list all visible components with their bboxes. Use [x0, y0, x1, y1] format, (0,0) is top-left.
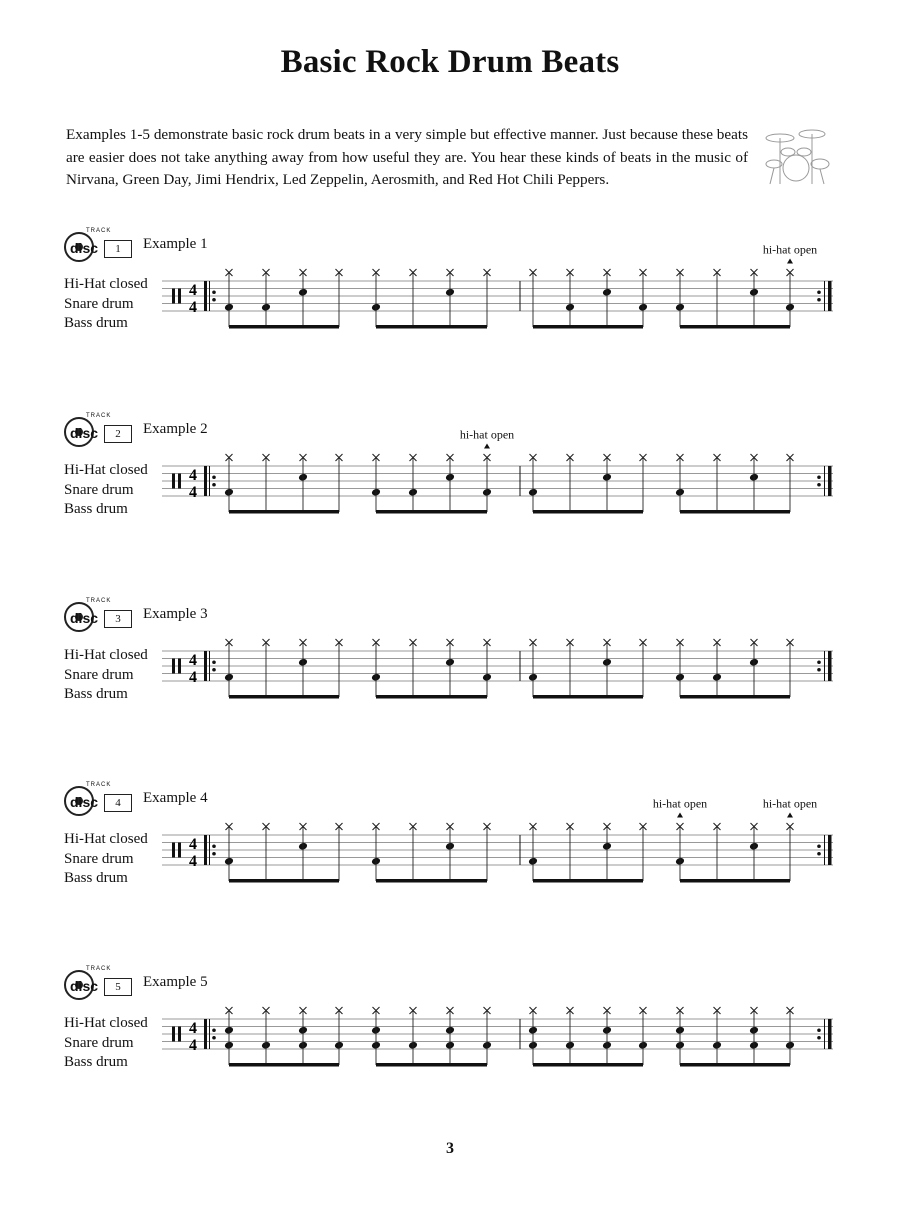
- beam: [376, 695, 487, 699]
- beam: [680, 325, 790, 329]
- beam: [229, 325, 339, 329]
- staff: [0, 600, 900, 750]
- repeat-dot: [212, 290, 216, 294]
- percussion-clef: [178, 843, 181, 858]
- beam: [229, 1063, 339, 1067]
- time-signature-top: 4: [189, 467, 197, 484]
- example-2: [0, 415, 900, 565]
- staff: [0, 230, 900, 380]
- repeat-dot: [817, 1036, 821, 1040]
- track-word: TRACK: [86, 598, 112, 604]
- example-label: Example 1: [143, 236, 208, 252]
- example-label: Example 3: [143, 606, 208, 622]
- repeat-end-thick: [828, 466, 832, 496]
- repeat-dot: [817, 660, 821, 664]
- repeat-end-thick: [828, 281, 832, 311]
- percussion-clef: [172, 659, 175, 674]
- repeat-start-thick: [204, 651, 207, 681]
- percussion-clef: [172, 843, 175, 858]
- repeat-end-thick: [828, 651, 832, 681]
- open-hihat-accent: [787, 813, 793, 818]
- disc-word: disc: [70, 794, 99, 810]
- percussion-clef: [172, 474, 175, 489]
- staff: [0, 968, 900, 1118]
- track-word: TRACK: [86, 782, 112, 788]
- drum-kit-icon: [760, 124, 832, 188]
- time-signature-bottom: 4: [189, 299, 197, 316]
- repeat-dot: [817, 844, 821, 848]
- percussion-clef: [178, 289, 181, 304]
- instrument-snare: Snare drum: [64, 295, 134, 312]
- disc-word: disc: [70, 240, 99, 256]
- instrument-hihat: Hi-Hat closed: [64, 1015, 148, 1031]
- percussion-clef: [178, 659, 181, 674]
- example-label: Example 4: [143, 790, 208, 806]
- beam: [680, 1063, 790, 1067]
- beam: [229, 695, 339, 699]
- instrument-hihat: Hi-Hat closed: [64, 647, 148, 663]
- beam: [229, 510, 339, 514]
- example-4: [0, 784, 900, 934]
- beam: [229, 879, 339, 883]
- time-signature-top: 4: [189, 282, 197, 299]
- instrument-bass: Bass drum: [64, 315, 128, 331]
- intro-paragraph: Examples 1-5 demonstrate basic rock drum beats in a very simple but effective manner. Just because these beats are easier does not take anything away from how useful they are. You hear these kinds of beats in the music of Nirvana, Green Day, Jimi Hendrix, Led Zeppelin, Aerosmith, and Red Hot Chili Peppers.: [66, 126, 748, 188]
- instrument-bass: Bass drum: [64, 686, 128, 702]
- instrument-hihat: Hi-Hat closed: [64, 831, 148, 847]
- repeat-end-thick: [828, 835, 832, 865]
- instrument-snare: Snare drum: [64, 666, 134, 683]
- repeat-dot: [817, 1028, 821, 1032]
- repeat-dot: [817, 290, 821, 294]
- repeat-dot: [212, 298, 216, 302]
- beam: [533, 510, 643, 514]
- disc-word: disc: [70, 425, 99, 441]
- repeat-dot: [212, 1028, 216, 1032]
- hihat-open-label: hi-hat open: [762, 796, 818, 811]
- repeat-start-thick: [204, 1019, 207, 1049]
- repeat-start-thick: [204, 835, 207, 865]
- track-word: TRACK: [86, 228, 112, 234]
- beam: [533, 1063, 643, 1067]
- beam: [680, 695, 790, 699]
- disc-word: disc: [70, 610, 99, 626]
- example-5: [0, 968, 900, 1118]
- instrument-bass: Bass drum: [64, 501, 128, 517]
- track-word: TRACK: [86, 413, 112, 419]
- time-signature-bottom: 4: [189, 1037, 197, 1054]
- track-number: 5: [104, 978, 132, 996]
- time-signature-bottom: 4: [189, 484, 197, 501]
- repeat-dot: [212, 844, 216, 848]
- beam: [533, 879, 643, 883]
- beam: [376, 879, 487, 883]
- beam: [376, 325, 487, 329]
- time-signature-top: 4: [189, 1020, 197, 1037]
- time-signature-top: 4: [189, 652, 197, 669]
- beam: [533, 325, 643, 329]
- instrument-snare: Snare drum: [64, 850, 134, 867]
- repeat-dot: [817, 852, 821, 856]
- example-label: Example 5: [143, 974, 208, 990]
- time-signature-top: 4: [189, 836, 197, 853]
- percussion-clef: [172, 1027, 175, 1042]
- open-hihat-accent: [484, 444, 490, 449]
- repeat-start-thick: [204, 466, 207, 496]
- repeat-dot: [212, 660, 216, 664]
- instrument-bass: Bass drum: [64, 1054, 128, 1070]
- percussion-clef: [178, 1027, 181, 1042]
- repeat-end-thick: [828, 1019, 832, 1049]
- time-signature-bottom: 4: [189, 853, 197, 870]
- example-label: Example 2: [143, 421, 208, 437]
- disc-word: disc: [70, 978, 99, 994]
- example-1: [0, 230, 900, 380]
- percussion-clef: [172, 289, 175, 304]
- track-number: 3: [104, 610, 132, 628]
- instrument-snare: Snare drum: [64, 1034, 134, 1051]
- instrument-snare: Snare drum: [64, 481, 134, 498]
- open-hihat-accent: [677, 813, 683, 818]
- track-number: 4: [104, 794, 132, 812]
- track-number: 1: [104, 240, 132, 258]
- example-3: [0, 600, 900, 750]
- beam: [376, 510, 487, 514]
- repeat-dot: [817, 475, 821, 479]
- instrument-hihat: Hi-Hat closed: [64, 276, 148, 292]
- repeat-dot: [817, 668, 821, 672]
- open-hihat-accent: [787, 259, 793, 264]
- page-title: Basic Rock Drum Beats: [280, 44, 620, 80]
- hihat-open-label: hi-hat open: [459, 427, 515, 442]
- hihat-open-label: hi-hat open: [762, 242, 818, 257]
- percussion-clef: [178, 474, 181, 489]
- staff: [0, 415, 900, 565]
- beam: [533, 695, 643, 699]
- beam: [680, 510, 790, 514]
- instrument-bass: Bass drum: [64, 870, 128, 886]
- beam: [376, 1063, 487, 1067]
- instrument-hihat: Hi-Hat closed: [64, 462, 148, 478]
- track-word: TRACK: [86, 966, 112, 972]
- time-signature-bottom: 4: [189, 669, 197, 686]
- repeat-dot: [212, 852, 216, 856]
- repeat-dot: [212, 1036, 216, 1040]
- beam: [680, 879, 790, 883]
- page-number: 3: [446, 1140, 454, 1157]
- repeat-dot: [817, 483, 821, 487]
- staff: [0, 784, 900, 934]
- repeat-dot: [212, 668, 216, 672]
- track-number: 2: [104, 425, 132, 443]
- hihat-open-label: hi-hat open: [652, 796, 708, 811]
- repeat-start-thick: [204, 281, 207, 311]
- repeat-dot: [212, 475, 216, 479]
- repeat-dot: [817, 298, 821, 302]
- repeat-dot: [212, 483, 216, 487]
